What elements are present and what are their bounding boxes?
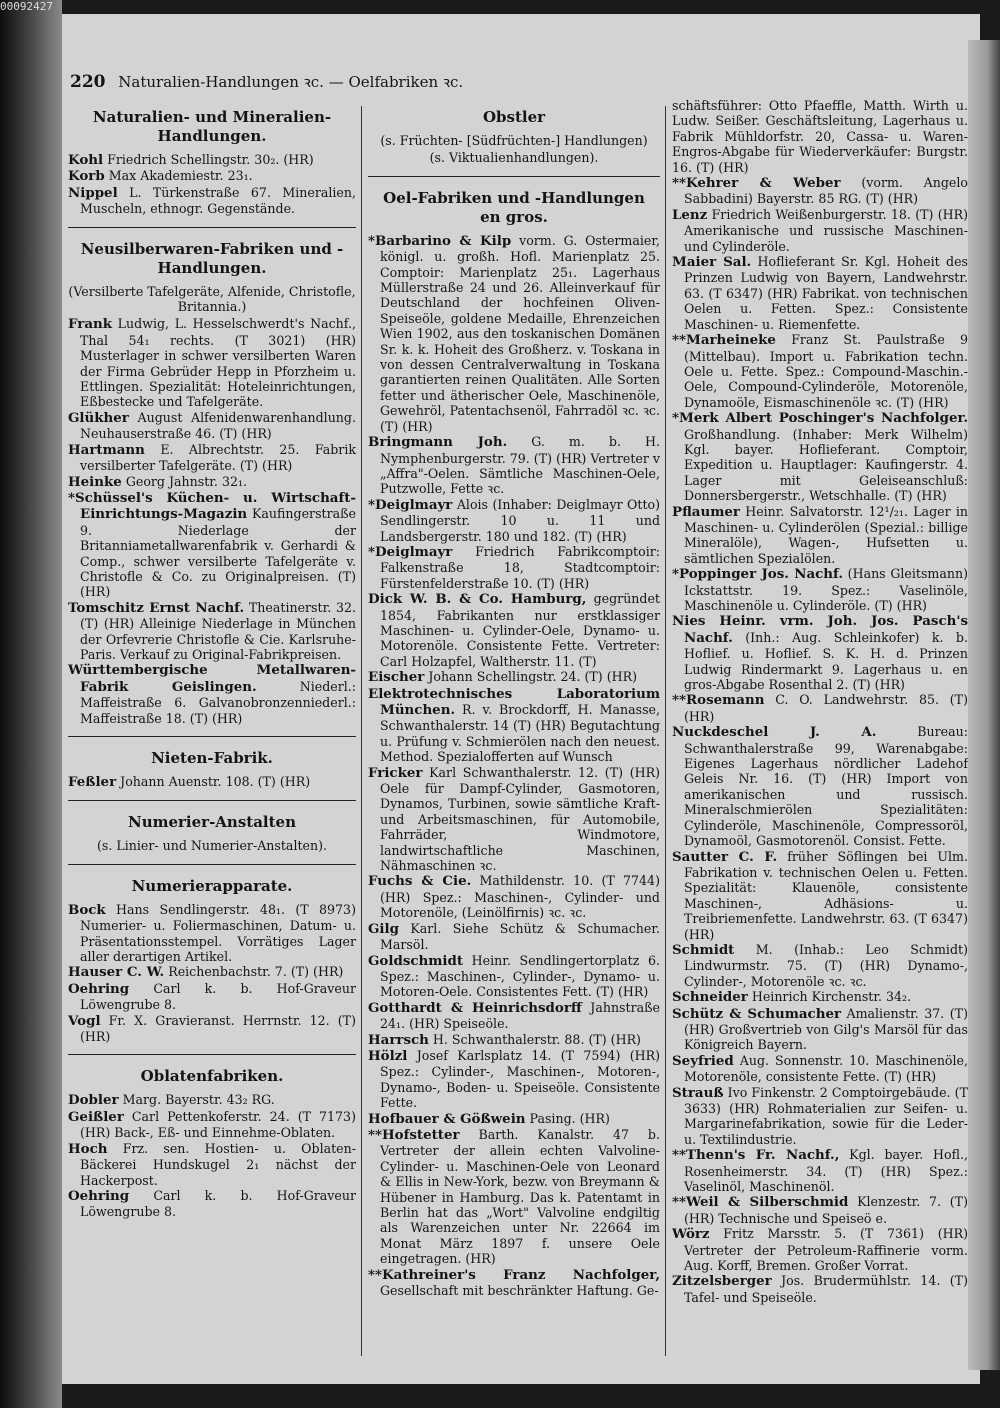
list-item: Harrsch H. Schwanthalerstr. 88. (T) (HR): [368, 1031, 641, 1048]
list-item: Elektrotechnisches Laboratorium München. R. v. Brockdorff, H. Manasse, Schwanthalerstr. 14 (T) (HR) Begutachtung u. Prüfung v. Schmierölen nach den neuest. Method. Spezialofferten auf Wunsch: [368, 685, 660, 765]
list-item: Feßler Johann Auenstr. 108. (T) (HR): [68, 774, 311, 790]
list-item: Hartmann E. Albrechtstr. 25. Fabrik versilberter Tafelgeräte. (T) (HR): [68, 441, 356, 474]
list-item: Geißler Carl Pettenkoferstr. 24. (T 7173) (HR) Back-, Eß- und Einnehme-Oblaten.: [68, 1108, 356, 1141]
list-item: Fuchs & Cie. Mathildenstr. 10. (T 7744) (HR) Spez.: Maschinen-, Cylinder- und Motorenöle, (Leinölfirnis) ꝛc. ꝛc.: [368, 873, 660, 921]
list-item: **Hofstetter Barth. Kanalstr. 47 b. Vertreter der allein echten Valvoline-Cylinder- u. Maschinen-Oele von Leonard & Ellis in New-York, bezw. von Breymann & Hübener in Hamburg. Das k. Patentamt in Berlin hat das „Wort" Valvoline endgiltig als Warenzeichen unter Nr. 22664 im Monat März 1897 f. unsere Oele eingetragen. (HR): [368, 1126, 660, 1267]
list-item: **Kehrer & Weber (vorm. Angelo Sabbadini) Bayerstr. 85 RG. (T) (HR): [672, 175, 968, 207]
list-item: Dobler Marg. Bayerstr. 43₂ RG.: [68, 1092, 275, 1109]
list-item: Bringmann Joh. G. m. b. H. Nymphenburgerstr. 79. (T) (HR) Vertreter v „Affra"-Oelen. Sämtliche Maschinen-Oele, Putzwolle, Fette ꝛc.: [368, 434, 660, 497]
list-item: *Merk Albert Poschinger's Nachfolger. Großhandlung. (Inhaber: Merk Wilhelm) Kgl. bayer. Hoflieferant. Comptoir, Expedition u. Hauptlager: Kaufingerstr. 4. Lager mit Geleiseanschluß: Donnersbergerstr., Wetschhalle. (T) (HR): [672, 410, 968, 504]
divider: [368, 176, 660, 177]
section-title: Oblatenfabriken.: [140, 1067, 284, 1086]
divider: [68, 227, 356, 228]
list-item: *Schüssel's Küchen- u. Wirtschaft-Einrichtungs-Magazin Kaufingerstraße 9. Niederlage der Britanniametallwarenfabrik v. Gerhardi & Comp., schwer versilberte Tafelgeräte v. Christofle & Co. zu Originalpreisen. (T) (HR): [68, 489, 356, 600]
list-item: *Poppinger Jos. Nachf. (Hans Gleitsmann) Ickstattstr. 19. Spez.: Vaselinöle, Maschinenöle u. Cylinderöle. (T) (HR): [672, 566, 968, 613]
list-item: Nippel L. Türkenstraße 67. Mineralien, Muscheln, ethnogr. Gegenstände.: [68, 184, 356, 217]
list-item: Sautter C. F. früher Söflingen bei Ulm. Fabrikation v. technischen Oelen u. Fetten. Spezialität: Klauenöle, consistente Maschinen-, Adhäsions- u. Treibriemenfette. Landwehrstr. 63. (T 6347) (HR): [672, 848, 968, 942]
column-divider: [665, 106, 666, 1356]
list-item-continuation: schäftsführer: Otto Pfaeffle, Matth. Wirth u. Ludw. Seißer. Geschäftsleitung, Lagerhaus u. Fabrik Mühldorfstr. 20, Cassa- u. Waren-Engros-Abgabe für Wiederverkäufer: Burgstr. 16. (T) (HR): [672, 98, 968, 175]
list-item: Nies Heinr. vrm. Joh. Jos. Pasch's Nachf. (Inh.: Aug. Schleinkofer) k. b. Hoflief. u. Hoflief. S. K. H. d. Prinzen Ludwig Rindermarkt 9. Lagerhaus u. en gros-Abgabe Rosenthal 2. (T) (HR): [672, 613, 968, 693]
list-item: Vogl Fr. X. Gravieranst. Herrnstr. 12. (T) (HR): [68, 1012, 356, 1045]
list-item: *Deiglmayr Alois (Inhaber: Deiglmayr Otto) Sendlingerstr. 10 u. 11 und Landsbergerstr. 180 und 182. (T) (HR): [368, 496, 660, 544]
section-title: Obstler: [482, 108, 546, 126]
list-item: Nuckdeschel J. A. Bureau: Schwanthalerstraße 99, Warenabgabe: Eigenes Lagerhaus nördlicher Ladehof Geleis Nr. 16. (T) (HR) Import von amerikanischen und russisch. Mineralschmierölen Spezialitäten: Cylinderöle, Maschinenöle, Compressoröl, Dynamoöl, Gasmotorenöl. Consist. Fette.: [672, 724, 968, 849]
column-divider: [361, 106, 362, 1356]
list-item: Frank Ludwig, L. Hesselschwerdt's Nachf., Thal 54₁ rechts. (T 3021) (HR) Musterlager in schwer versilberten Waren der Firma Gebrüder Hepp in Pforzheim u. Ettlingen. Spezialität: Hoteleinrichtungen, Eßbestecke und Tafelgeräte.: [68, 316, 356, 410]
list-item: Hoch Frz. sen. Hostien- u. Oblaten-Bäckerei Hundskugel 2₁ nächst der Hackerpost.: [68, 1140, 356, 1188]
page-header: [70, 72, 463, 92]
list-item: **Kathreiner's Franz Nachfolger, Gesellschaft mit beschränkter Haftung. Ge-: [368, 1266, 660, 1299]
list-item: *Barbarino & Kilp vorm. G. Ostermaier, königl. u. großh. Hofl. Marienplatz 25. Comptoir: Marienplatz 25₁. Lagerhaus Müllerstraße 24 und 26. Alleinverkauf für Deutschland der hochfeinen Oliven-Speiseöle, goldene Medaille, Ehrenzeichen Wien 1902, aus den toskanischen Domänen Sr. k. k. Hoheit des Großherz. v. Toskana in von dessen Centralverwaltung in Toskana garantierten reinen Qualitäten. Alle Sorten fetter und ätherischer Oele, Maschinenöle, Gewehröl, Patentachsenöl, Fahrradöl ꝛc. ꝛc. (T) (HR): [368, 232, 660, 434]
list-item: **Rosemann C. O. Landwehrstr. 85. (T) (HR): [672, 692, 968, 724]
divider: [68, 1054, 356, 1055]
running-title: Naturalien-Handlungen ꝛc. — Oelfabriken ꝛc.: [118, 73, 464, 91]
list-item: Tomschitz Ernst Nachf. Theatinerstr. 32. (T) (HR) Alleinige Niederlage in München der Orfevrerie Christofle & Cie. Karlsruhe-Paris. Verkauf zu Original-Fabrikpreisen.: [68, 599, 356, 662]
section-title: Numerier-Anstalten: [127, 813, 297, 832]
page: [62, 14, 980, 1384]
list-item: Goldschmidt Heinr. Sendlingertorplatz 6. Spez.: Maschinen-, Cylinder-, Dynamo- u. Motoren-Oele. Consistentes Fett. (T) (HR): [368, 952, 660, 1000]
list-item: Korb Max Akademiestr. 23₁.: [68, 168, 253, 185]
section-note: (s. Früchten- [Südfrüchten-] Handlungen): [380, 133, 648, 148]
divider: [68, 736, 356, 737]
list-item: Oehring Carl k. b. Hof-Graveur Löwengrube 8.: [68, 1187, 356, 1220]
section-title: Naturalien- und Mineralien-Handlungen.: [92, 108, 332, 145]
column-1: [68, 104, 356, 1220]
adjacent-page-edge: [968, 40, 1000, 1370]
list-item: Gotthardt & Heinrichsdorff Jahnstraße 24₁. (HR) Speiseöle.: [368, 999, 660, 1032]
list-item: Bock Hans Sendlingerstr. 48₁. (T 8973) Numerier- u. Foliermaschinen, Datum- u. Präsentationsstempel. Vorrätiges Lager aller derartigen Artikel.: [68, 901, 356, 965]
list-item: Pflaumer Heinr. Salvatorstr. 12¹/₂₁. Lager in Maschinen- u. Cylinderölen (Spezial.: billige Mineralöle), Wagen-, Hufsetten u. sämtlichen Spezialölen.: [672, 503, 968, 566]
section-note: (Versilberte Tafelgeräte, Alfenide, Christofle, Britannia.): [68, 283, 356, 315]
list-item: Wörz Fritz Marsstr. 5. (T 7361) (HR) Vertreter der Petroleum-Raffinerie vorm. Aug. Korff, Bremen. Großer Vorrat.: [672, 1226, 968, 1274]
list-item: Kohl Friedrich Schellingstr. 30₂. (HR): [68, 152, 314, 168]
section-title: Nieten-Fabrik.: [151, 749, 273, 767]
column-3: [672, 98, 968, 1305]
list-item: Schmidt M. (Inhab.: Leo Schmidt) Lindwurmstr. 75. (T) (HR) Dynamo-, Cylinder-, Motorenöle ꝛc. ꝛc.: [672, 941, 968, 989]
section-title: Neusilberwaren-Fabriken und -Handlungen.: [80, 239, 344, 277]
list-item: *Deiglmayr Friedrich Fabrikcomptoir: Falkenstraße 18, Stadtcomptoir: Fürstenfelderstraße 10. (T) (HR): [368, 543, 660, 591]
divider: [68, 800, 356, 801]
list-item: Seyfried Aug. Sonnenstr. 10. Maschinenöle, Motorenöle, consistente Fette. (T) (HR): [672, 1052, 968, 1085]
list-item: Württembergische Metallwaren-Fabrik Geislingen. Niederl.: Maffeistraße 6. Galvanobronzenniederl.: Maffeistraße 18. (T) (HR): [68, 662, 356, 726]
section-title: Oel-Fabriken und -Handlungen: [383, 188, 645, 207]
section-title: Numerierapparate.: [131, 876, 293, 895]
list-item: Schneider Heinrich Kirchenstr. 34₂.: [672, 989, 912, 1006]
section-note: (s. Linier- und Numerier-Anstalten).: [96, 838, 328, 854]
section-subtitle: en gros.: [480, 207, 548, 226]
list-item: Schütz & Schumacher Amalienstr. 37. (T) (HR) Großvertrieb von Gilg's Marsöl für das Königreich Bayern.: [672, 1005, 968, 1053]
list-item: Oehring Carl k. b. Hof-Graveur Löwengrube 8.: [68, 980, 356, 1013]
list-item: Gilg Karl. Siehe Schütz & Schumacher. Marsöl.: [368, 920, 660, 953]
list-item: Zitzelsberger Jos. Brudermühlstr. 14. (T) Tafel- und Speiseöle.: [672, 1273, 968, 1305]
list-item: Maier Sal. Hoflieferant Sr. Kgl. Hoheit des Prinzen Ludwig von Bayern, Landwehrstr. 63. (T 6347) (HR) Fabrikat. von technischen Oelen u. Fetten. Spez.: Consistente Maschinen- u. Riemenfette.: [672, 254, 968, 332]
column-2: [368, 104, 660, 1298]
page-number: 220: [70, 72, 106, 92]
list-item: Eischer Johann Schellingstr. 24. (T) (HR): [368, 669, 638, 686]
list-item: Hölzl Josef Karlsplatz 14. (T 7594) (HR) Spez.: Cylinder-, Maschinen-, Motoren-, Dynamo-, Boden- u. Speiseöle. Consistente Fette.: [368, 1047, 660, 1111]
list-item: Hauser C. W. Reichenbachstr. 7. (T) (HR): [68, 964, 344, 981]
list-item: **Marheineke Franz St. Paulstraße 9 (Mittelbau). Import u. Fabrikation techn. Oele u. Fette. Spez.: Compound-Maschin.-Oele, Compound-Cylinderöle, Motorenöle, Dynamoöle, Eismaschinenöle ꝛc. (T) (HR): [672, 332, 968, 410]
list-item: Lenz Friedrich Weißenburgerstr. 18. (T) (HR) Amerikanische und russische Maschinen- und Cylinderöle.: [672, 206, 968, 254]
list-item: Hofbauer & Gößwein Pasing. (HR): [368, 1110, 610, 1127]
scan-id: 00092427: [0, 0, 53, 13]
book-spine: [0, 0, 62, 1408]
list-item: Glükher August Alfenidenwarenhandlung. Neuhauserstraße 46. (T) (HR): [68, 409, 356, 442]
list-item: Fricker Karl Schwanthalerstr. 12. (T) (HR) Oele für Dampf-Cylinder, Gasmotoren, Dynamos, Turbinen, sowie sämtliche Kraft- und Arbeitsmaschinen, für Automobile, Fahrräder, Windmotore, landwirtschaftliche Maschinen, Nähmaschinen ꝛc.: [368, 764, 660, 874]
list-item: Strauß Ivo Finkenstr. 2 Comptoirgebäude. (T 3633) (HR) Rohmaterialien zur Seifen- u. Margarinefabrikation, sowie für die Leder- u. Textilindustrie.: [672, 1084, 968, 1147]
list-item: Heinke Georg Jahnstr. 32₁.: [68, 473, 248, 490]
list-item: **Thenn's Fr. Nachf., Kgl. bayer. Hofl., Rosenheimerstr. 34. (T) (HR) Spez.: Vaselinöl, Maschinenöl.: [672, 1147, 968, 1195]
list-item: Dick W. B. & Co. Hamburg, gegründet 1854, Fabrikanten nur erstklassiger Maschinen- u. Cylinder-Oele, Dynamo- u. Motorenöle. Consistente Fette. Vertreter: Carl Holzapfel, Waltherstr. 11. (T): [368, 591, 660, 669]
list-item: **Weil & Silberschmid Klenzestr. 7. (T) (HR) Technische und Speiseö e.: [672, 1194, 968, 1226]
divider: [68, 864, 356, 865]
section-note: (s. Viktualienhandlungen).: [429, 150, 599, 166]
